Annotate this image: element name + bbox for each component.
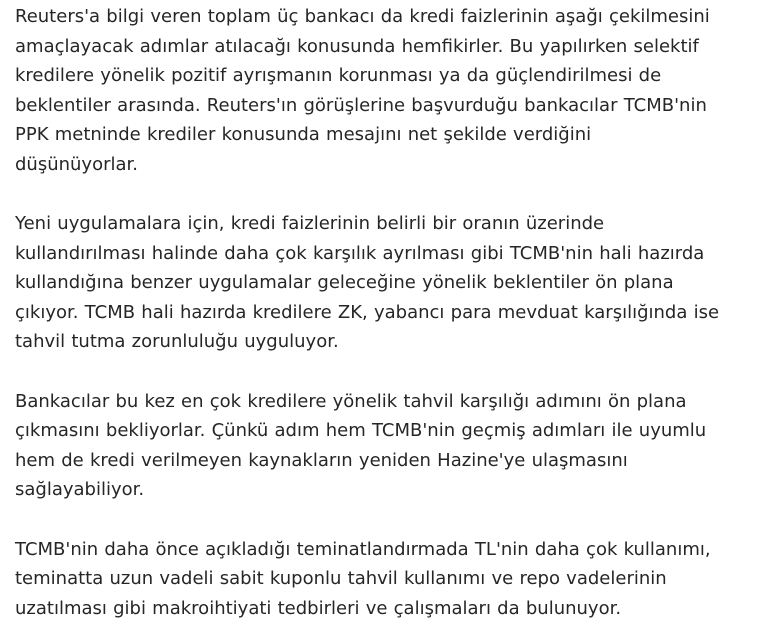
- text-line: çıkmasını bekliyorlar. Çünkü adım hem TCMB'nin geçmiş adımları ile uyumlu: [15, 420, 707, 441]
- text-line: Yeni uygulamalara için, kredi faizlerinin belirli bir oranın üzerinde: [15, 213, 605, 234]
- paragraph-1: [15, 2, 765, 179]
- text-line: kullandığına benzer uygulamalar geleceğine yönelik beklentiler ön plana: [15, 272, 674, 293]
- text-line: teminatta uzun vadeli sabit kuponlu tahvil kullanımı ve repo vadelerinin: [15, 568, 667, 589]
- text-line: beklentiler arasında. Reuters'ın görüşlerine başvurduğu bankacılar TCMB'nin: [15, 94, 707, 116]
- text-line: hem de kredi verilmeyen kaynakların yeniden Hazine'ye ulaşmasını: [15, 449, 628, 471]
- text-line: sağlayabiliyor.: [15, 479, 145, 500]
- text-line: PPK metninde krediler konusunda mesajını net şekilde verdiğini: [15, 124, 592, 145]
- text-line: tahvil tutma zorunluluğu uyguluyor.: [15, 331, 339, 352]
- text-line: uzatılması gibi makroihtiyati tedbirleri ve çalışmaları da bulunuyor.: [15, 597, 622, 619]
- paragraph-2: [15, 209, 765, 357]
- text-line: çıkıyor. TCMB hali hazırda kredilere ZK, yabancı para mevduat karşılığında ise: [15, 301, 720, 323]
- text-line: TCMB'nin daha önce açıkladığı teminatlandırmada TL'nin daha çok kullanımı,: [15, 538, 711, 560]
- text-line: düşünüyorlar.: [15, 153, 139, 175]
- article-body: [15, 2, 765, 623]
- text-line: kredilere yönelik pozitif ayrışmanın korunması ya da güçlendirilmesi de: [15, 65, 662, 86]
- text-line: Bankacılar bu kez en çok kredilere yönelik tahvil karşılığı adımını ön plana: [15, 390, 687, 412]
- text-line: Reuters'a bilgi veren toplam üç bankacı da kredi faizlerinin aşağı çekilmesini: [15, 6, 710, 27]
- text-line: amaçlayacak adımlar atılacağı konusunda hemfikirler. Bu yapılırken selektif: [15, 35, 699, 57]
- paragraph-4: [15, 535, 765, 624]
- text-line: kullandırılması halinde daha çok karşılık ayrılması gibi TCMB'nin hali hazırda: [15, 242, 705, 264]
- paragraph-3: [15, 387, 765, 505]
